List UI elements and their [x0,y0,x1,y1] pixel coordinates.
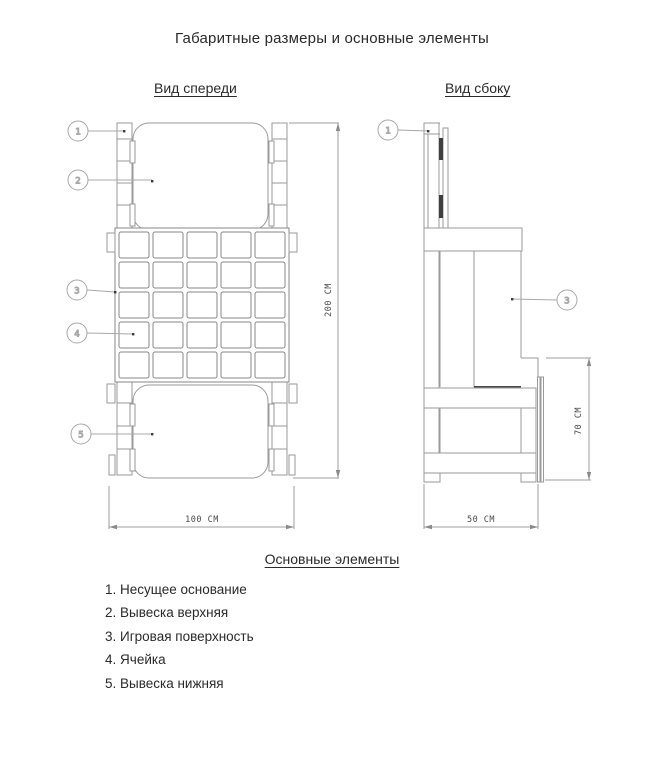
item-number: 3. [105,628,117,644]
dim-width-label: 100 CM [185,515,219,525]
svg-text:3: 3 [564,296,570,307]
elements-heading: Основные элементы [264,551,400,567]
list-item [105,578,254,601]
list-item [105,672,254,695]
item-number: 4. [105,652,117,668]
svg-text:1: 1 [385,126,391,137]
svg-text:3: 3 [74,286,80,297]
side-surface-structure [424,228,538,482]
callout-front-3 [67,280,116,300]
side-post [424,123,440,482]
svg-text:4: 4 [74,329,80,340]
front-cell-grid [119,232,285,378]
svg-text:1: 1 [75,127,81,138]
item-label: Ячейка [120,652,166,668]
side-lower-sign-edge [538,377,544,482]
item-number: 1. [105,582,117,597]
dim-depth-label: 50 CM [466,515,496,525]
front-lower-sign [133,385,268,478]
dim-lower-height-label: 70 CM [574,406,584,436]
side-view-label: Вид сбоку [445,80,511,96]
item-label: Несущее основание [120,582,247,597]
list-item [105,601,254,624]
side-upper-sign-edge [439,128,448,228]
svg-text:5: 5 [78,430,84,441]
dimension-lower-height-70 [545,358,591,480]
callout-side-1 [378,120,429,140]
dim-height-label: 200 CM [324,283,334,317]
front-upper-sign [133,123,268,230]
front-view-label: Вид спереди [154,80,237,96]
front-view-drawing [107,123,297,478]
side-view-drawing [424,123,544,482]
elements-list [105,578,254,695]
item-label: Игровая поверхность [120,628,254,644]
item-label: Вывеска нижняя [120,675,224,691]
page-title: Габаритные размеры и основные элементы [175,30,489,47]
list-item [105,625,254,648]
item-label: Вывеска верхняя [120,605,229,621]
item-number: 2. [105,605,117,621]
item-number: 5. [105,675,117,691]
svg-text:2: 2 [75,176,81,187]
list-item [105,648,254,671]
